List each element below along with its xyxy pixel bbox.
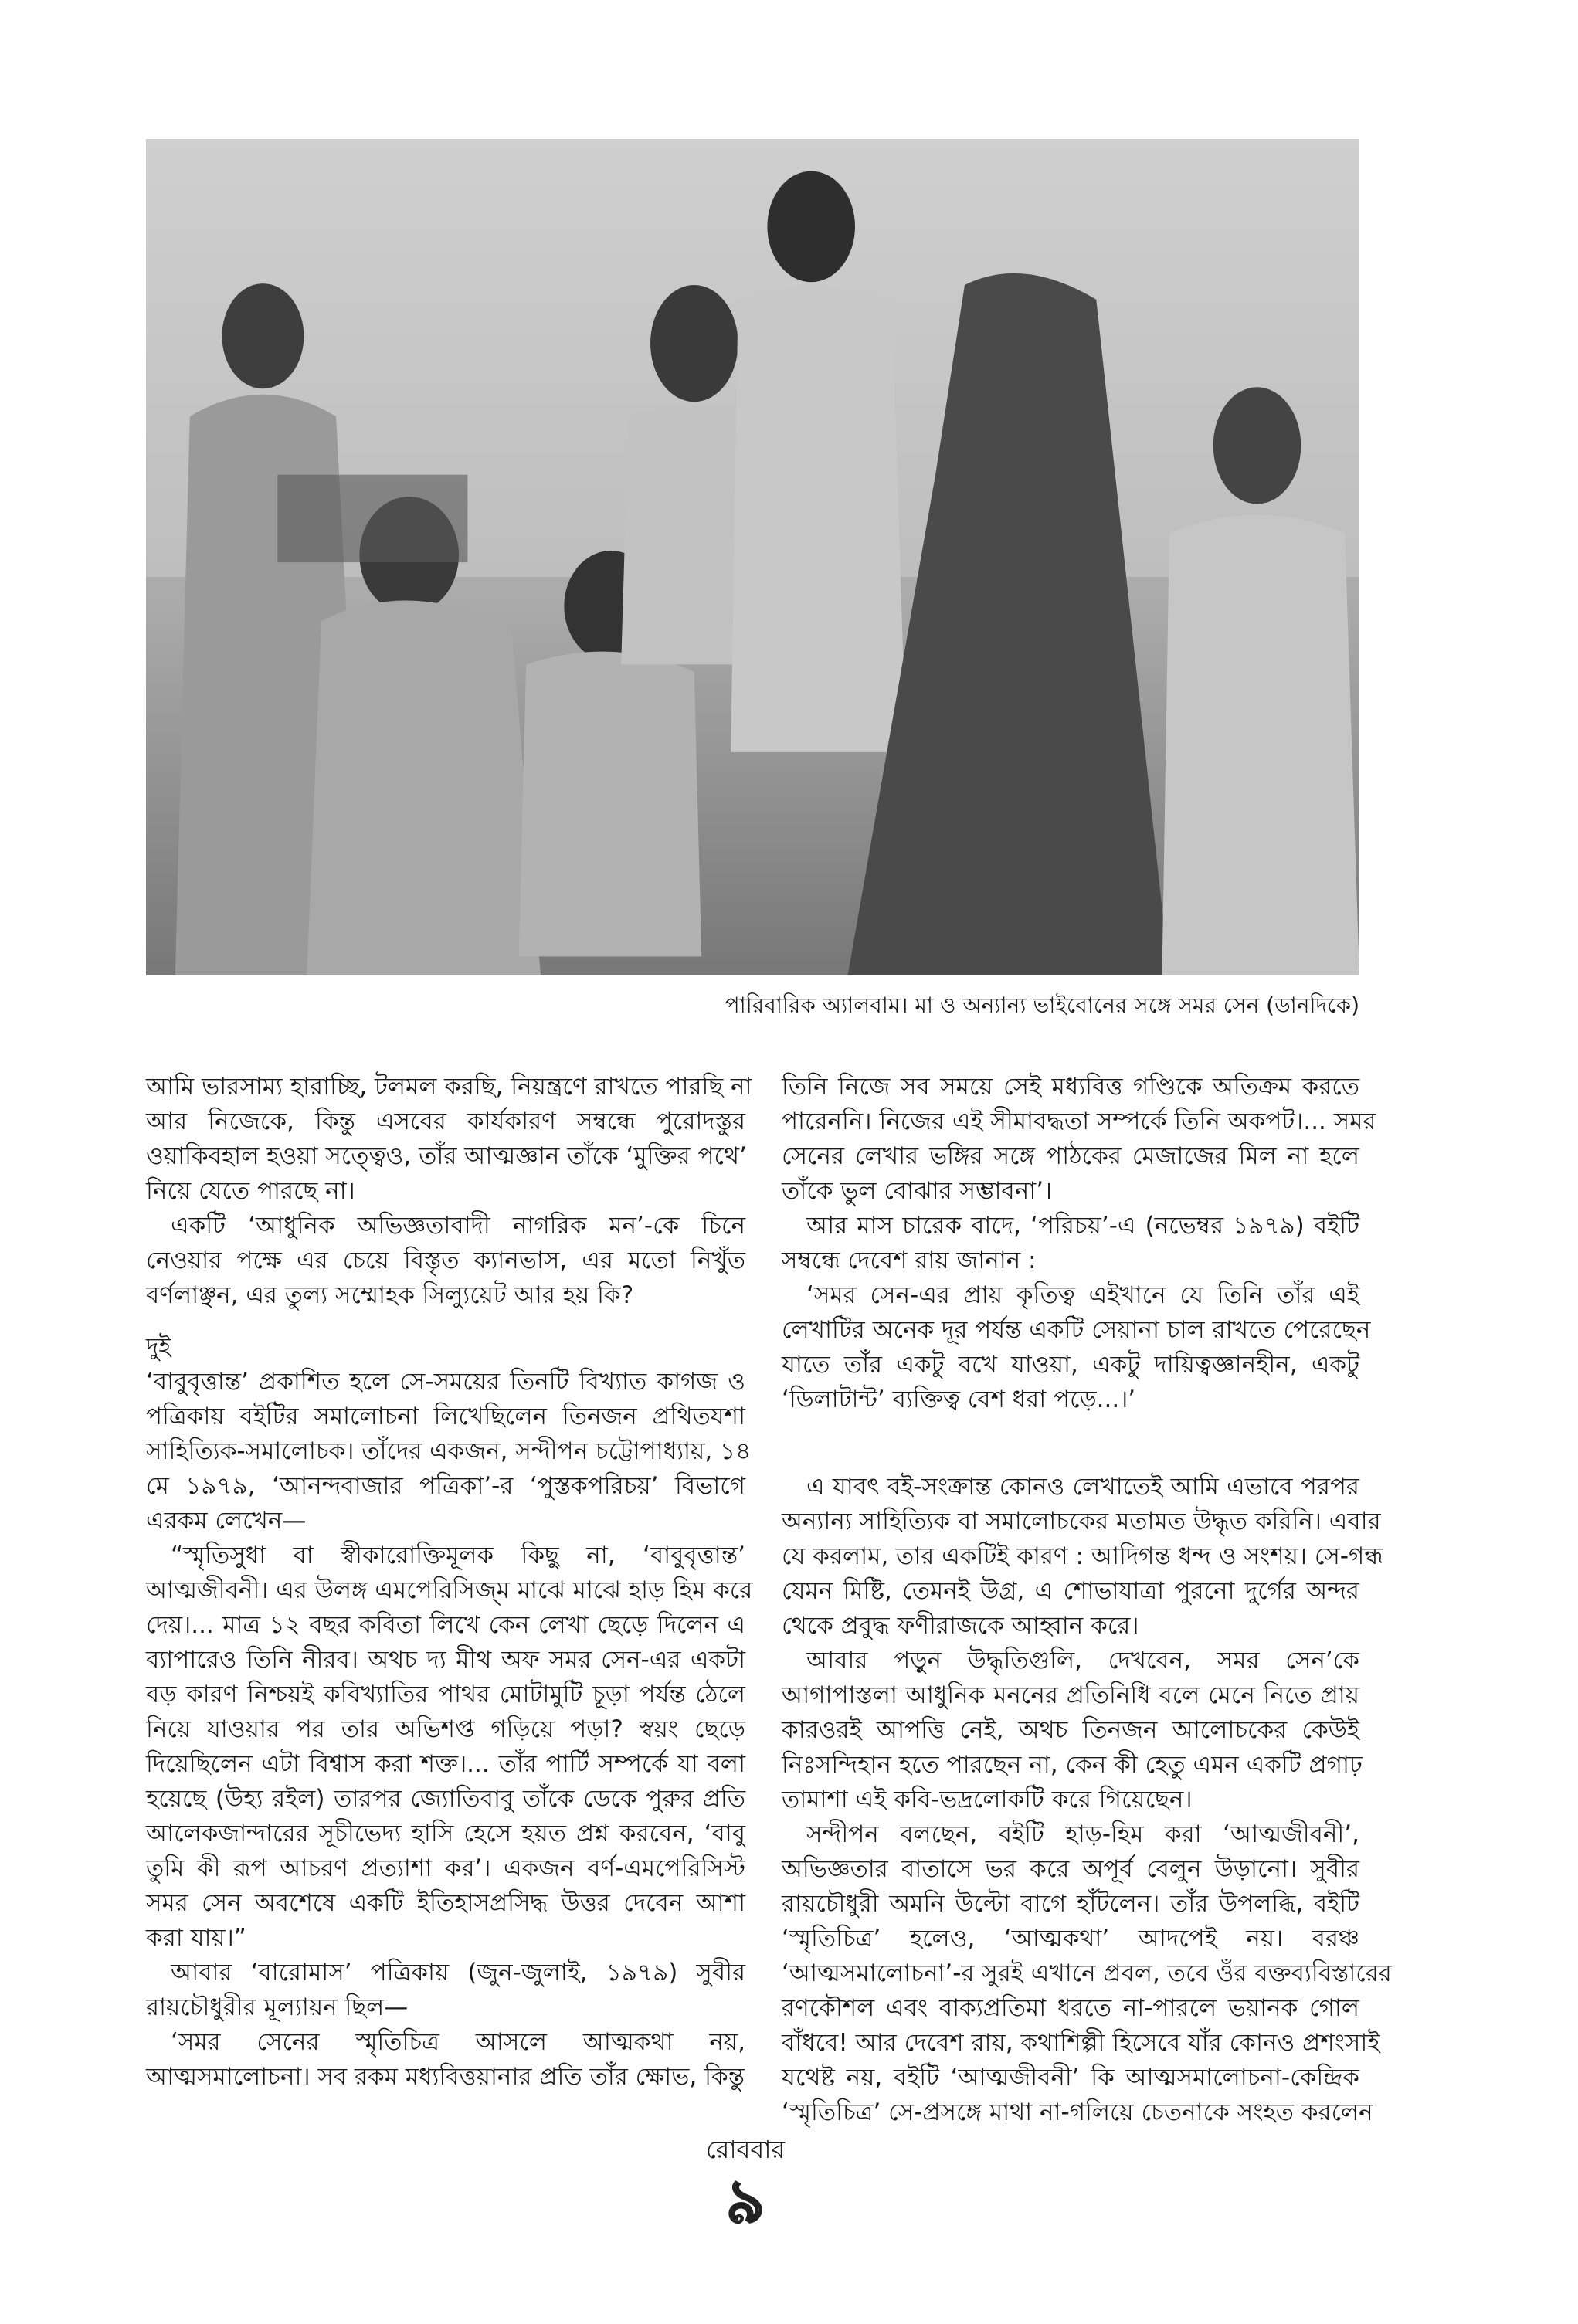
text-line: হয়েছে (উহ্য রইল) তারপর জ্যোতিবাবু তাঁকে ডেকে পুরুর প্রতি	[146, 1785, 745, 1813]
text-line: আত্মজীবনী। এর উলঙ্গ এমপেরিসিজ্‌ম মাঝে মাঝে হাড় হিম করে	[146, 1576, 753, 1604]
text-line: আমি ভারসাম্য হারাচ্ছি, টলমল করছি, নিয়ন্ত্রণে রাখতে পারছি না	[146, 1073, 752, 1101]
text-line: সমর সেন অবশেষে একটি ইতিহাসপ্রসিদ্ধ উত্তর দেবেন আশা	[146, 1889, 745, 1917]
text-line: ‘আত্মসমালোচনা’-র সুরই এখানে প্রবল, তবে ওঁর বক্তব্যবিস্তারের	[782, 1959, 1392, 1987]
text-line: সম্বন্ধে দেবেশ রায় জানান :	[782, 1247, 1037, 1274]
text-line: রায়চৌধুরী অমনি উল্টো বাগে হাঁটলেন। তাঁর উপলব্ধি, বইটি	[782, 1890, 1359, 1918]
text-line: তাঁকে ভুল বোঝার সম্ভাবনা’।	[782, 1177, 1053, 1205]
text-line: তিনি নিজে সব সময়ে সেই মধ্যবিত্ত গণ্ডিকে অতিক্রম করতে	[782, 1073, 1359, 1101]
text-line: এ যাবৎ বই-সংক্রান্ত কোনও লেখাতেই আমি এভাবে পরপর	[806, 1473, 1359, 1501]
text-line: সাহিত্যিক-সমালোচক। তাঁদের একজন, সন্দীপন চট্টোপাধ্যায়, ১৪	[146, 1437, 752, 1465]
text-line: তামাশা এই কবি-ভদ্রলোকটি করে গিয়েছেন।	[782, 1786, 1193, 1813]
text-line: তুমি কী রূপ আচরণ প্রত্যাশা কর’। একজন বর্ণ-এমপেরিসিস্ট	[146, 1854, 745, 1882]
text-line: ‘স্মৃতিচিত্র’ সে-প্রসঙ্গে মাথা না-গলিয়ে চেতনাকে সংহত করলেন	[782, 2098, 1373, 2126]
text-line: সন্দীপন বলছেন, বইটি হাড়-হিম করা ‘আত্মজীবনী’,	[806, 1820, 1359, 1848]
text-line: ‘স্মৃতিচিত্র’ হলেও, ‘আত্মকথা’ আদপেই নয়। বরঞ্চ	[782, 1925, 1359, 1952]
text-line: ‘সমর সেন-এর প্রায় কৃতিত্ব এইখানে যে তিনি তাঁর এই	[806, 1281, 1359, 1309]
article-column-right	[782, 1070, 1392, 2130]
text-line: আর মাস চারেক বাদে, ‘পরিচয়’-এ (নভেম্বর ১৯৭৯) বইটি	[806, 1212, 1359, 1240]
paragraph	[146, 1209, 745, 1313]
text-line: নিঃসন্দিহান হতে পারছেন না, কেন কী হেতু এমন একটি প্রগাঢ়	[782, 1751, 1363, 1779]
text-line: রণকৌশল এবং বাক্যপ্রতিমা ধরতে না-পারলে ভয়ানক গোল	[782, 1994, 1359, 2022]
text-line: “স্মৃতিসুধা বা স্বীকারোক্তিমূলক কিছু না, ‘বাবুবৃত্তান্ত’	[171, 1542, 745, 1569]
text-line: থেকে প্রবুদ্ধ ফণীরাজকে আহ্বান করে।	[782, 1612, 1139, 1640]
text-line: আর নিজেকে, কিন্তু এসবের কার্যকারণ সম্বন্ধে পুরোদস্তুর	[146, 1108, 745, 1135]
text-line: ‘বাবুবৃত্তান্ত’ প্রকাশিত হলে সে-সময়ের তিনটি বিখ্যাত কাগজ ও	[146, 1368, 745, 1396]
text-line: যাতে তাঁর একটু বখে যাওয়া, একটু দায়িত্বজ্ঞানহীন, একটু	[782, 1351, 1359, 1379]
paragraph	[146, 1070, 752, 1209]
text-line: পত্রিকায় বইটির সমালোচনা লিখেছিলেন তিনজন প্রথিতযশা	[146, 1403, 745, 1430]
text-line: করা যায়।”	[146, 1924, 246, 1952]
paragraph	[782, 1209, 1359, 1278]
paragraph	[782, 1644, 1363, 1817]
text-line: একটি ‘আধুনিক অভিজ্ঞতাবাদী নাগরিক মন’-কে চিনে	[171, 1212, 745, 1240]
text-line: অভিজ্ঞতার বাতাসে ভর করে অপূর্ব বেলুন উড়ানো। সুবীর	[782, 1855, 1359, 1883]
text-line: সেনের লেখার ভঙ্গির সঙ্গে পাঠকের মেজাজের মিল না হলে	[782, 1142, 1359, 1170]
article-column-left	[146, 1070, 753, 2095]
text-line: আগাপাস্তলা আধুনিক মননের প্রতিনিধি বলে মেনে নিতে প্রায়	[782, 1681, 1359, 1709]
text-line: এরকম লেখেন—	[146, 1507, 307, 1535]
text-line: বড় কারণ নিশ্চয়ই কবিখ্যাতির পাথর মোটামুটি চূড়া পর্যন্ত ঠেলে	[146, 1681, 745, 1708]
text-line: আবার পড়ুন উদ্ধৃতিগুলি, দেখবেন, সমর সেন’কে	[806, 1647, 1359, 1674]
magazine-name: রোববার	[705, 2135, 786, 2164]
text-line: মে ১৯৭৯, ‘আনন্দবাজার পত্রিকা’-র ‘পুস্তকপরিচয়’ বিভাগে	[146, 1472, 745, 1500]
text-line: নেওয়ার পক্ষে এর চেয়ে বিস্তৃত ক্যানভাস, এর মতো নিখুঁত	[146, 1247, 745, 1274]
text-line: নিয়ে যাওয়ার পর তার অভিশপ্ত গড়িয়ে পড়া? স্বয়ং ছেড়ে	[146, 1715, 745, 1743]
page-number: ৯	[725, 2167, 765, 2237]
text-line: আবার ‘বারোমাস’ পত্রিকায় (জুন-জুলাই, ১৯৭৯) সুবীর	[171, 1959, 745, 1986]
section-heading: দুই	[146, 1333, 171, 1361]
paragraph	[782, 1817, 1392, 2130]
paragraph	[146, 1365, 752, 1539]
text-line: বাঁধবে! আর দেবেশ রায়, কথাশিল্পী হিসেবে যাঁর কোনও প্রশংসাই	[782, 2029, 1380, 2057]
paragraph	[146, 1956, 745, 2025]
text-line: অন্যান্য সাহিত্যিক বা সমালোচকের মতামত উদ্ধৃত করিনি। এবার	[782, 1508, 1381, 1535]
text-line: কারওরই আপত্তি নেই, অথচ তিনজন আলোচকের কেউই	[782, 1716, 1359, 1744]
text-line: ব্যাপারেও তিনি নীরব। অথচ দ্য মীথ অফ সমর সেন-এর একটা	[146, 1646, 745, 1674]
text-line: ‘সমর সেনের স্মৃতিচিত্র আসলে আত্মকথা নয়,	[171, 2028, 745, 2056]
text-line: যথেষ্ট নয়, বইটি ‘আত্মজীবনী’ কি আত্মসমালোচনা-কেন্দ্রিক	[782, 2064, 1359, 2092]
paragraph	[782, 1070, 1376, 1209]
text-line: দিয়েছিলেন এটা বিশ্বাস করা শক্ত।... তাঁর পার্টি সম্পর্কে যা বলা	[146, 1750, 745, 1778]
text-line: পারেননি। নিজের এই সীমাবদ্ধতা সম্পর্কে তিনি অকপট।... সমর	[782, 1108, 1376, 1135]
family-photo	[146, 139, 1359, 975]
text-line: আত্মসমালোচনা। সব রকম মধ্যবিত্তয়ানার প্রতি তাঁর ক্ষোভ, কিন্তু	[146, 2063, 745, 2091]
text-line: বর্ণলাঞ্ছন, এর তুল্য সম্মোহক সিল্যুয়েট আর হয় কি?	[146, 1281, 634, 1309]
text-line: আলেকজান্দারের সূচীভেদ্য হাসি হেসে হয়ত প্রশ্ন করবেন, ‘বাবু	[146, 1820, 745, 1847]
paragraph-quote	[782, 1278, 1371, 1417]
text-line: যেমন মিষ্টি, তেমনই উগ্র, এ শোভাযাত্রা পুরনো দুর্গের অন্দর	[782, 1577, 1359, 1605]
paragraph-quote	[146, 1539, 753, 1956]
photo-caption: পারিবারিক অ্যালবাম। মা ও অন্যান্য ভাইবোনের সঙ্গে সমর সেন (ডানদিকে)	[725, 992, 1359, 1018]
text-line: ওয়াকিবহাল হওয়া সত্ত্বেও, তাঁর আত্মজ্ঞান তাঁকে ‘মুক্তির পথে’	[146, 1142, 747, 1170]
text-line: লেখাটির অনেক দূর পর্যন্ত একটি সেয়ানা চাল রাখতে পেরেছেন	[782, 1316, 1371, 1344]
text-line: দেয়।... মাত্র ১২ বছর কবিতা লিখে কেন লেখা ছেড়ে দিলেন এ	[146, 1611, 745, 1639]
text-line: যে করলাম, তার একটিই কারণ : আদিগন্ত ধন্দ ও সংশয়। সে-গন্ধ	[782, 1542, 1383, 1570]
text-line: নিয়ে যেতে পারছে না।	[146, 1177, 355, 1205]
paragraph	[782, 1470, 1383, 1644]
paragraph-quote	[146, 2025, 745, 2095]
text-line: রায়চৌধুরীর মূল্যায়ন ছিল—	[146, 1993, 409, 2021]
text-line: ‘ডিলাটান্ট’ ব্যক্তিত্ব বেশ ধরা পড়ে...।’	[782, 1386, 1136, 1413]
